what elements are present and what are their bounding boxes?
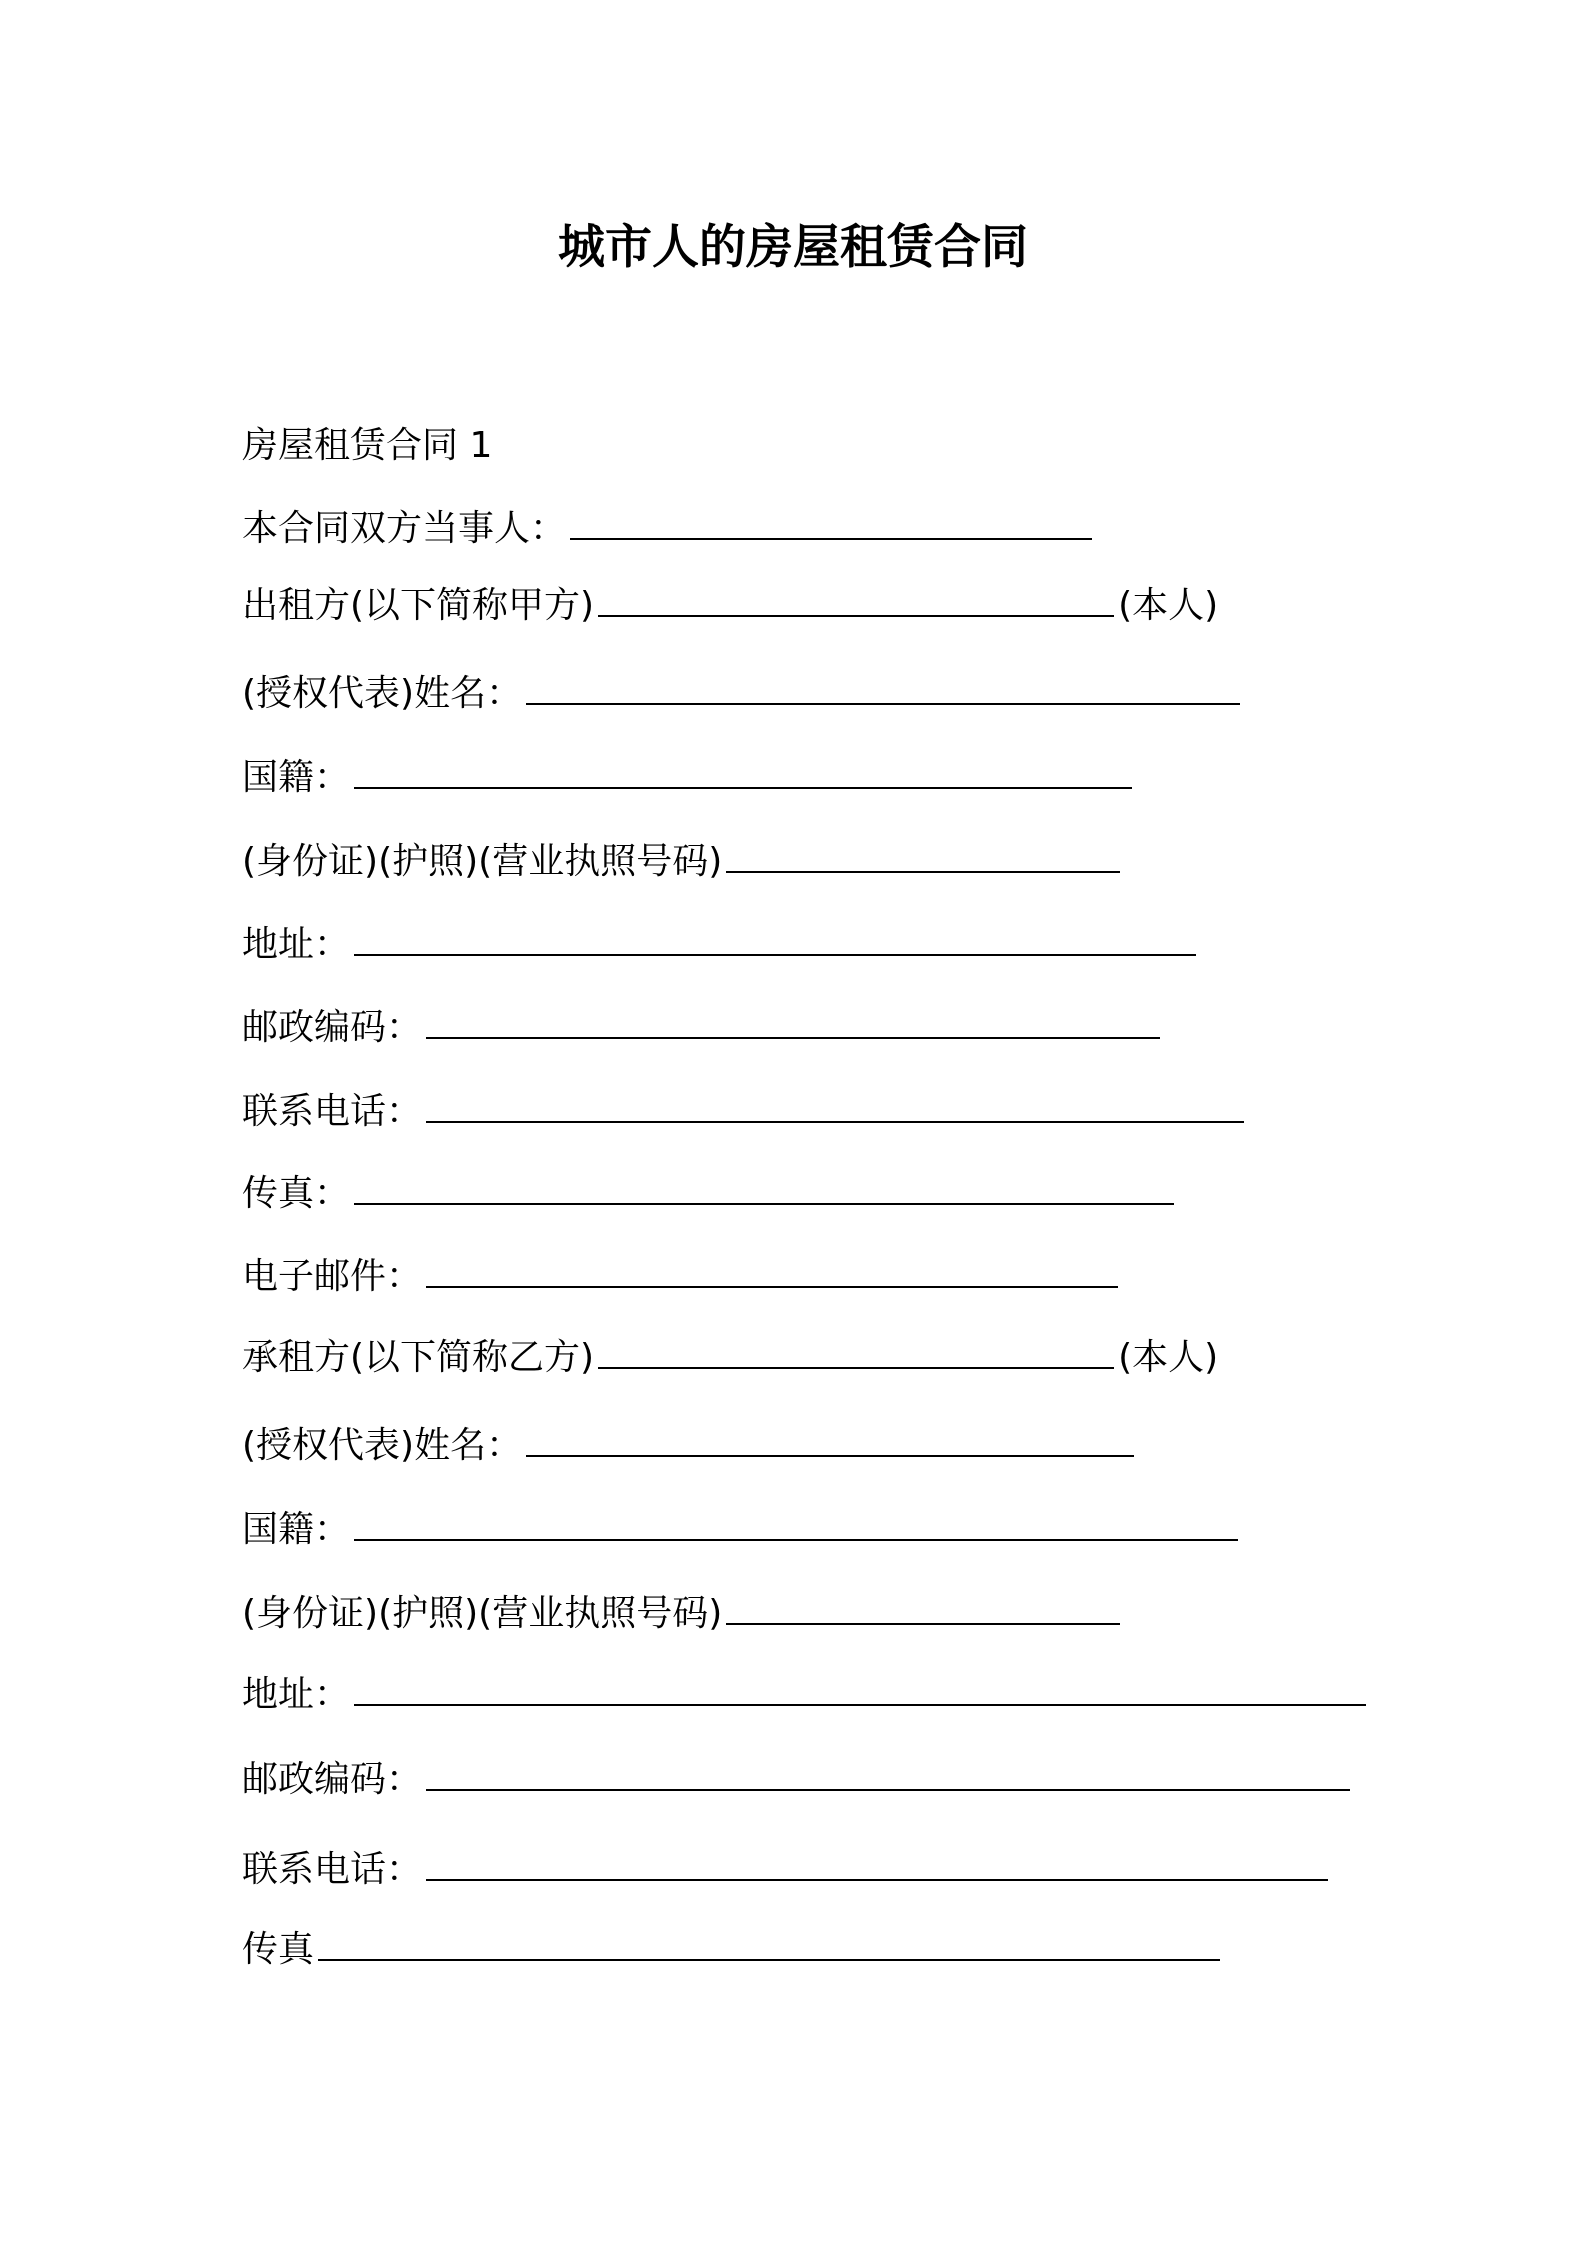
fill-blank[interactable] — [318, 1958, 1220, 1961]
field-suffix: (本人) — [1118, 585, 1219, 626]
field-label: 邮政编码： — [242, 1759, 423, 1800]
field-lessor-phone — [242, 1084, 1248, 1140]
fill-blank[interactable] — [426, 1285, 1118, 1288]
field-lessor-email — [242, 1249, 1122, 1305]
field-label: 联系电话： — [242, 1091, 423, 1132]
field-label: 电子邮件： — [242, 1256, 423, 1297]
fill-blank[interactable] — [426, 1036, 1160, 1039]
fill-blank[interactable] — [726, 1622, 1120, 1625]
field-label: 联系电话： — [242, 1849, 423, 1890]
field-suffix: (本人) — [1118, 1337, 1219, 1378]
field-label: 邮政编码： — [242, 1007, 423, 1048]
fill-blank[interactable] — [426, 1878, 1328, 1881]
field-lessee-nationality — [242, 1502, 1242, 1558]
fill-blank[interactable] — [570, 537, 1092, 540]
field-lessor-postcode — [242, 1000, 1164, 1056]
fill-blank[interactable] — [598, 614, 1114, 617]
field-lessor-fax — [242, 1166, 1178, 1222]
fill-blank[interactable] — [426, 1120, 1244, 1123]
fill-blank[interactable] — [354, 1538, 1238, 1541]
field-label: 本合同双方当事人： — [242, 508, 567, 549]
fill-blank[interactable] — [526, 702, 1240, 705]
field-label: (身份证)(护照)(营业执照号码) — [242, 841, 723, 882]
field-label: 国籍： — [242, 1509, 351, 1550]
fill-blank[interactable] — [354, 953, 1196, 956]
field-label: 传真： — [242, 1173, 351, 1214]
field-label: (授权代表)姓名： — [242, 673, 523, 714]
field-lessor-nationality — [242, 750, 1136, 806]
field-lessor-rep-name — [242, 666, 1244, 722]
fill-blank[interactable] — [354, 1202, 1174, 1205]
field-label: 地址： — [242, 924, 351, 965]
field-label: (身份证)(护照)(营业执照号码) — [242, 1593, 723, 1634]
section-heading: 房屋租赁合同 1 — [242, 425, 493, 466]
document-title: 城市人的房屋租赁合同 — [558, 220, 1028, 275]
field-parties — [242, 501, 1096, 557]
field-lessor — [242, 578, 1218, 634]
fill-blank[interactable] — [354, 1703, 1366, 1706]
field-lessee-rep-name — [242, 1418, 1138, 1474]
field-lessee-address — [242, 1667, 1370, 1723]
field-label: 地址： — [242, 1674, 351, 1715]
field-label: 出租方(以下简称甲方) — [242, 585, 595, 626]
field-label: 承租方(以下简称乙方) — [242, 1337, 595, 1378]
field-lessee-id — [242, 1586, 1124, 1642]
fill-blank[interactable] — [426, 1788, 1350, 1791]
fill-blank[interactable] — [354, 786, 1132, 789]
fill-blank[interactable] — [598, 1366, 1114, 1369]
field-label: 传真 — [242, 1929, 315, 1970]
fill-blank[interactable] — [726, 870, 1120, 873]
field-lessor-id — [242, 834, 1124, 890]
field-lessee-phone — [242, 1842, 1332, 1898]
field-lessee-postcode — [242, 1752, 1354, 1808]
field-label: 国籍： — [242, 757, 351, 798]
field-lessee — [242, 1330, 1218, 1386]
field-label: (授权代表)姓名： — [242, 1425, 523, 1466]
field-lessee-fax — [242, 1922, 1224, 1978]
fill-blank[interactable] — [526, 1454, 1134, 1457]
field-lessor-address — [242, 917, 1200, 973]
